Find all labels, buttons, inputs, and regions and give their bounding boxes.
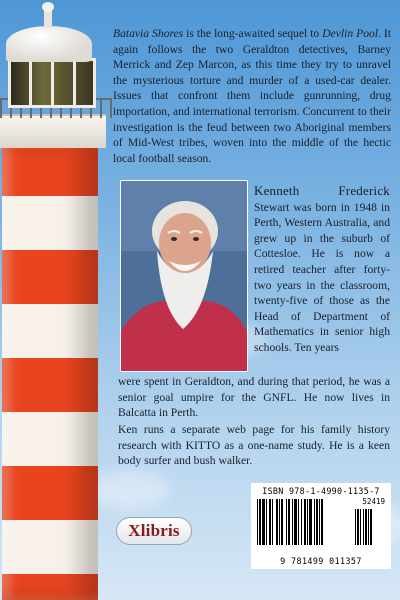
barcode-bar (257, 499, 258, 545)
lighthouse-lantern (8, 58, 96, 108)
book-blurb (113, 26, 391, 166)
publisher-logo (116, 517, 192, 545)
author-name-lead: Kenneth Frederick (254, 183, 390, 198)
blurb-text-2: . It again follows the two Geraldton detectives, Barney Merrick and Zep Marcon, as this time they try to unravel the mysterious torture and murder of a used-car dealer. Issues that confront them include gunrunning, drug importation, and international terrorism. Concurrent to their investigation is the feud between two Aboriginal members of Mid-West tribes, woven into the middle of the hectic local football season. (113, 27, 391, 165)
barcode-bar (298, 499, 299, 545)
barcode-bar (259, 499, 261, 545)
isbn-label: ISBN 978-1-4990-1135-7 (262, 486, 380, 496)
lighthouse-illustration (0, 0, 118, 600)
barcode-bar (272, 499, 273, 545)
barcode-bar (301, 499, 302, 545)
barcode-bar (276, 499, 278, 545)
barcode-bar (286, 499, 287, 545)
lighthouse-gallery (0, 114, 106, 148)
author-photo (120, 180, 248, 372)
isbn-barcode (251, 483, 391, 569)
barcode-bar (304, 499, 306, 545)
barcode-bar (262, 499, 265, 545)
barcode-bars (255, 499, 387, 553)
prequel-title: Devlin Pool (322, 27, 379, 40)
barcode-bar (314, 499, 315, 545)
barcode-addon-bar (360, 509, 361, 545)
author-bio-text: Stewart was born in 1948 in Perth, Western Australia, and grew up in the suburb of Cottesloe. He is now a retired teacher after forty-two years in the classroom, twenty-five of those as the Head of Department of Mathematics in senior high schools. Ten years (254, 200, 390, 354)
barcode-addon-bar (365, 509, 367, 545)
barcode-bar (269, 499, 271, 545)
barcode-addon-bar (368, 509, 369, 545)
blurb-text-1: is the long-awaited sequel to (183, 27, 323, 40)
barcode-addon-bar (363, 509, 364, 545)
barcode-bar (279, 499, 280, 545)
barcode-bar (292, 499, 293, 545)
author-bio-continuation: were spent in Geraldton, and during that period, he was a senior goal umpire for the GNFL. He now lives in Balcatta in Perth. (118, 375, 390, 420)
author-bio-side (254, 183, 390, 356)
barcode-bar (266, 499, 267, 545)
barcode-addon-digits: 52419 (362, 497, 385, 506)
barcode-bar (316, 499, 318, 545)
barcode-addon-bar (357, 509, 359, 545)
ean-digits: 9 781499 011357 (280, 556, 362, 566)
barcode-bar (288, 499, 290, 545)
lighthouse-tower (2, 142, 98, 600)
barcode-bar (309, 499, 312, 545)
publisher-name: Xlibris (128, 521, 180, 540)
barcode-addon-bar (370, 509, 372, 545)
barcode-addon-bar (355, 509, 356, 545)
barcode-bar (281, 499, 283, 545)
barcode-bar (294, 499, 297, 545)
barcode-bar (319, 499, 320, 545)
book-title: Batavia Shores (113, 27, 184, 40)
lighthouse-dome (6, 26, 92, 62)
closing-paragraph: Ken runs a separate web page for his family history research with KITTO as a one-name study. He is a keen body surfer and bush walker. (118, 423, 390, 468)
barcode-bar (307, 499, 308, 545)
lighthouse-ball (42, 2, 54, 12)
barcode-bar (321, 499, 323, 545)
